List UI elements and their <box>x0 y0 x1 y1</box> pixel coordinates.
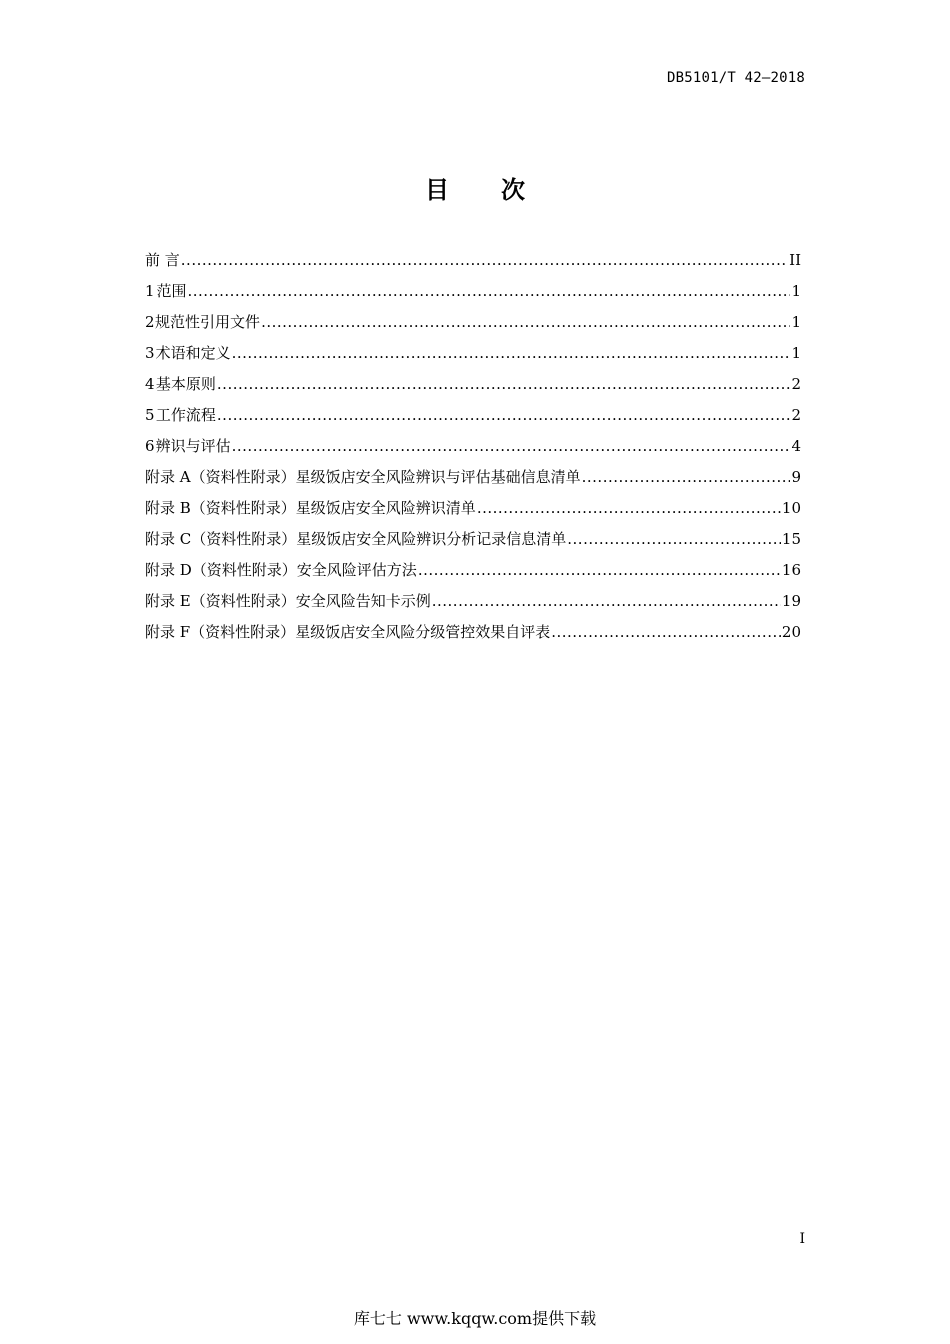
toc-entry-label: 星级饭店安全风险辨识清单 <box>295 499 476 517</box>
toc-entry-page: 2 <box>791 375 801 393</box>
toc-entry-label: 星级饭店安全风险辨识与评估基础信息清单 <box>295 468 581 486</box>
toc-entry-3[interactable] <box>145 342 801 373</box>
toc-entry-6[interactable] <box>145 435 801 466</box>
table-of-contents <box>145 249 801 652</box>
toc-entry-page: II <box>789 251 801 269</box>
toc-entry-label: 安全风险告知卡示例 <box>295 592 431 610</box>
toc-entry-page: 10 <box>781 499 801 517</box>
document-code: DB5101/T 42—2018 <box>666 70 805 86</box>
dot-leader <box>232 342 791 364</box>
dot-leader <box>261 311 790 333</box>
toc-entry-appendix-d[interactable] <box>145 559 801 590</box>
title-char-2: 次 <box>501 176 525 204</box>
toc-appendix-prefix: 附录 F（资料性附录） <box>145 623 296 641</box>
dot-leader <box>567 528 781 550</box>
toc-entry-number: 3 <box>145 344 155 362</box>
toc-entry-page: 9 <box>791 468 801 486</box>
toc-appendix-prefix: 附录 A（资料性附录） <box>145 468 296 486</box>
toc-entry-appendix-f[interactable] <box>145 621 801 652</box>
toc-entry-label: 规范性引用文件 <box>155 313 261 331</box>
toc-entry-page: 15 <box>781 530 801 548</box>
toc-entry-number: 5 <box>145 406 155 424</box>
toc-entry-appendix-c[interactable] <box>145 528 801 559</box>
toc-entry-page: 16 <box>781 561 801 579</box>
toc-appendix-prefix: 附录 D（资料性附录） <box>145 561 297 579</box>
toc-entry-label: 星级饭店安全风险辨识分析记录信息清单 <box>296 530 567 548</box>
toc-entry-1[interactable] <box>145 280 801 311</box>
toc-entry-page: 1 <box>791 313 801 331</box>
toc-entry-page: 4 <box>791 437 801 455</box>
toc-entry-page: 2 <box>791 406 801 424</box>
dot-leader <box>477 497 781 519</box>
toc-entry-label: 安全风险评估方法 <box>296 561 417 579</box>
toc-entry-label: 辨识与评估 <box>155 437 231 455</box>
page-title <box>0 170 950 205</box>
dot-leader <box>217 404 791 426</box>
dot-leader <box>582 466 791 488</box>
dot-leader <box>418 559 781 581</box>
toc-entry-page: 1 <box>791 282 801 300</box>
toc-entry-foreword[interactable] <box>145 249 801 280</box>
toc-appendix-prefix: 附录 C（资料性附录） <box>145 530 297 548</box>
toc-entry-appendix-e[interactable] <box>145 590 801 621</box>
toc-entry-label: 星级饭店安全风险分级管控效果自评表 <box>295 623 551 641</box>
dot-leader <box>181 249 788 271</box>
dot-leader <box>217 373 791 395</box>
toc-entry-appendix-a[interactable] <box>145 466 801 497</box>
toc-appendix-prefix: 附录 E（资料性附录） <box>145 592 296 610</box>
dot-leader <box>432 590 781 612</box>
page-number: I <box>799 1231 805 1247</box>
toc-entry-number: 4 <box>145 375 155 393</box>
dot-leader <box>232 435 791 457</box>
toc-entry-page: 1 <box>791 344 801 362</box>
toc-appendix-prefix: 附录 B（资料性附录） <box>145 499 296 517</box>
toc-entry-2[interactable] <box>145 311 801 342</box>
toc-entry-label: 工作流程 <box>155 406 216 424</box>
footer-watermark-text: 库七七 www.kqqw.com提供下载 <box>353 1309 597 1328</box>
toc-entry-label: 基本原则 <box>155 375 216 393</box>
toc-entry-label: 术语和定义 <box>155 344 231 362</box>
toc-entry-page: 20 <box>781 623 801 641</box>
toc-entry-number: 2 <box>145 313 155 331</box>
title-char-1: 目 <box>425 176 449 204</box>
toc-entry-number: 6 <box>145 437 155 455</box>
toc-entry-label: 前 言 <box>145 251 180 269</box>
toc-entry-number: 1 <box>145 282 155 300</box>
dot-leader <box>551 621 781 643</box>
toc-entry-4[interactable] <box>145 373 801 404</box>
toc-entry-page: 19 <box>781 592 801 610</box>
toc-entry-appendix-b[interactable] <box>145 497 801 528</box>
toc-entry-5[interactable] <box>145 404 801 435</box>
dot-leader <box>187 280 790 302</box>
toc-entry-label: 范围 <box>156 282 187 300</box>
